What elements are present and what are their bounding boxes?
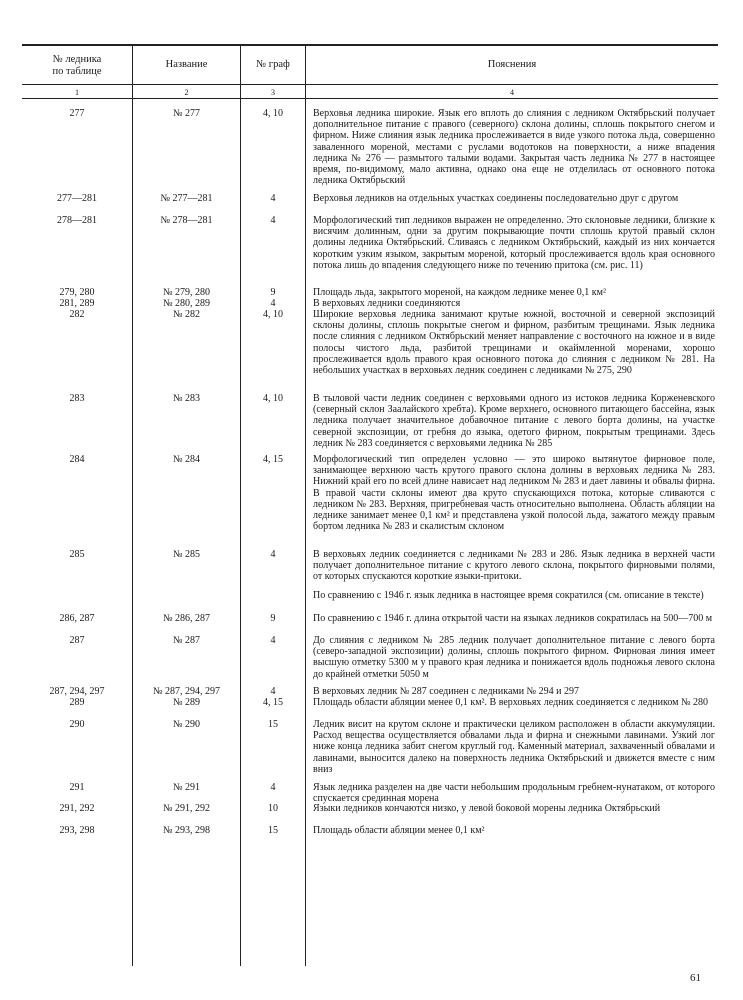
- table-row-notes: [313, 719, 715, 775]
- table-row-notes: [313, 287, 715, 298]
- table-row-number: 283: [69, 393, 85, 404]
- table-row-notes: [313, 549, 715, 601]
- notes-paragraph: Морфологический тип определен условно — это широко вытянутое фирновое поле, занимающее верхнюю часть крутого правого склона долины в верховьях ледника № 283. Нижний край его по всей длине нависает над ледником № 283 и дает лавины и обвалы фирна. В правой части склоны имеют два круто спускающихся потока, которые сливаются с ледником № 283. Верхняя, пригребневая часть относительно выполнена. Область абляции на леднике занимает менее 0,1 км² и представлена узкой полосой льда, зажатого между правым бортом ледника № 283 и скалистым склоном: [313, 454, 715, 533]
- notes-paragraph: До слияния с ледником № 285 ледник получает дополнительное питание с левого борта (северо-западной экспозиции) долины, сплошь покрытого фирном. Фирновая линия имеет высшую отметку 5300 м у правого края ледника и понижается вдоль подножья левого склона до крайней отметки 5050 м: [313, 635, 715, 680]
- notes-paragraph: Морфологический тип ледников выражен не определенно. Это склоновые ледники, близкие к висячим долинным, одни за другим покрывающие почти сплошь крутой правый склон долины ледника Октябрьский. Сливаясь с ледником Октябрьский, каждый из них кончается коротким узким языком, закрытым мореной, который прослеживается вдоль края основного потока лишь до впадения следующего ниже по течению притока (см. рис. 11): [313, 215, 715, 271]
- table-row-graph: 9: [270, 613, 276, 624]
- header-bottom-rule: [22, 84, 718, 85]
- table-row-number: 286, 287: [59, 613, 95, 624]
- table-row-number: 289: [69, 697, 85, 708]
- table-row-name: № 287, 294, 297: [152, 686, 221, 697]
- table-row-number: 281, 289: [59, 298, 95, 309]
- table-row-name: № 293, 298: [162, 825, 211, 836]
- notes-paragraph: В верховьях ледник № 287 соединен с ледниками № 294 и 297: [313, 686, 579, 697]
- notes-paragraph: В верховьях ледники соединяются: [313, 298, 461, 309]
- table-row-number: 284: [69, 454, 85, 465]
- notes-paragraph: Язык ледника разделен на две части небольшим продольным гребнем-нунатаком, от которого спускается срединная морена: [313, 782, 715, 805]
- table-row-name: № 277: [172, 108, 201, 119]
- table-row-notes: [313, 825, 715, 836]
- notes-paragraph: В тыловой части ледник соединен с верховьями одного из истоков ледника Корженевского (северный склон Заалайского хребта). Кроме верхнего, основного питающего бассейна, язык ледника получает значительное добавочное питание с левого борта долины, на участке северной экспозиции, от гребня до языка, одетого фирном, покрытым трещинами. Здесь ледник № 283 соединяется с верховьями ледника № 285: [313, 393, 715, 449]
- table-row-notes: [313, 108, 715, 186]
- table-row-graph: 4, 10: [263, 393, 283, 404]
- table-row-name: № 278—281: [160, 215, 213, 226]
- table-row-number: 277—281: [57, 193, 97, 204]
- table-row-notes: [313, 215, 715, 271]
- table-row-graph: 4: [270, 193, 276, 204]
- colnum-2: 2: [184, 88, 189, 97]
- header-col-notes: Пояснения: [487, 59, 537, 70]
- table-row-number: 287: [69, 635, 85, 646]
- table-row-graph: 4: [270, 635, 276, 646]
- table-row-graph: 10: [268, 803, 278, 814]
- notes-paragraph: В верховьях ледник соединяется с ледниками № 283 и 286. Язык ледника в верхней части получает дополнительное питание с крутого левого склона, покрытого фирновыми полями, от которых спускаются короткие языки-притоки.: [313, 549, 715, 583]
- table-row-graph: 4: [270, 215, 276, 226]
- table-top-rule: [22, 44, 718, 46]
- table-row-name: № 280, 289: [162, 298, 211, 309]
- table-row-graph: 4, 10: [263, 309, 283, 320]
- notes-paragraph: Площадь области абляции менее 0,1 км²: [313, 825, 485, 836]
- notes-paragraph: По сравнению с 1946 г. язык ледника в настоящее время сократился (см. описание в тексте): [313, 589, 704, 601]
- table-row-notes: [313, 697, 715, 708]
- table-row-name: № 287: [172, 635, 201, 646]
- table-row-name: № 291: [172, 782, 201, 793]
- table-row-name: № 284: [172, 454, 201, 465]
- table-row-name: № 285: [172, 549, 201, 560]
- table-row-notes: [313, 309, 715, 376]
- table-row-number: 279, 280: [59, 287, 95, 298]
- table-row-notes: [313, 635, 715, 680]
- table-row-name: № 289: [172, 697, 201, 708]
- notes-paragraph: По сравнению с 1946 г. длина открытой части на языках ледников сократилась на 500—700 м: [313, 613, 713, 624]
- table-row-notes: [313, 613, 715, 624]
- table-row-number: 290: [69, 719, 85, 730]
- page-number: 61: [690, 972, 701, 984]
- table-row-number: 282: [69, 309, 85, 320]
- table-row-name: № 279, 280: [162, 287, 211, 298]
- colnum-1: 1: [75, 88, 79, 97]
- table-row-notes: [313, 393, 715, 449]
- table-row-notes: [313, 782, 715, 804]
- table-row-number: 291: [69, 782, 85, 793]
- header-col-graph: № граф: [256, 59, 290, 70]
- table-row-name: № 277—281: [160, 193, 213, 204]
- table-row-number: 277: [69, 108, 85, 119]
- table-row-number: 278—281: [57, 215, 97, 226]
- table-row-graph: 4, 15: [263, 454, 283, 465]
- table-row-graph: 4, 10: [263, 108, 283, 119]
- table-row-name: № 290: [172, 719, 201, 730]
- table-row-graph: 4: [270, 686, 276, 697]
- notes-paragraph: Верховья ледника широкие. Язык его вплоть до слияния с ледником Октябрьский получает дополнительное питание с правого (северного) склона долины, сплошь покрытого снегом и фирном. Ниже слияния язык ледника прослеживается в виде узкого потока льда, совершенно заваленного мореной, местами с руслами водотоков на поверхности, а ниже впадения ледника № 276 — размытого талыми водами. Закрытая часть ледника № 277 в настоящее время, по-видимому, мало активна, однако она еще не отделилась от основного потока ледника Октябрьский: [313, 108, 715, 187]
- col-divider-3: [305, 44, 306, 966]
- notes-paragraph: Площадь области абляции менее 0,1 км². В верховьях ледник соединяется с ледником № 280: [313, 697, 709, 708]
- header-col-number: № ледника по таблице: [52, 54, 102, 77]
- table-row-notes: [313, 193, 715, 204]
- table-row-name: № 286, 287: [162, 613, 211, 624]
- colnum-bottom-rule: [22, 98, 718, 99]
- notes-paragraph: Верховья ледников на отдельных участках соединены последовательно друг с другом: [313, 193, 679, 204]
- colnum-3: 3: [271, 88, 275, 97]
- table-row-graph: 4: [270, 782, 276, 793]
- table-row-number: 293, 298: [59, 825, 95, 836]
- notes-paragraph: Ледник висит на крутом склоне и практически целиком расположен в области аккумуляции. Расход вещества осуществляется обвалами льда и фирна и снежными лавинами. Узкий лог ниже конца ледника забит снегом круглый год. Каменный материал, захваченный обвалами и лавинами, выносится далеко на поверхность ледника Октябрьский и движется вместе с ним вниз: [313, 719, 715, 775]
- table-row-graph: 15: [268, 719, 278, 730]
- header-col-name: Название: [165, 59, 208, 70]
- table-row-graph: 9: [270, 287, 276, 298]
- table-row-notes: [313, 686, 715, 697]
- table-row-number: 285: [69, 549, 85, 560]
- table-row-graph: 15: [268, 825, 278, 836]
- table-row-number: 291, 292: [59, 803, 95, 814]
- table-row-number: 287, 294, 297: [49, 686, 105, 697]
- table-row-notes: [313, 298, 715, 309]
- notes-paragraph: Широкие верховья ледника занимают крутые южной, восточной и северной экспозиций склоны долины, сплошь покрытые снегом и фирном, разбитым трещинами. Язык ледника после слияния с ледником Октябрьский меняет направление с восточного на южное и в виде полосы чистого льда, разбитой трещинами и окаймленной моренами, хорошо прослеживается вдоль правого края основного потока до слияния с ледником № 281. На небольших участках в верховьях ледник соединен с ледниками № 275, 290: [313, 309, 715, 377]
- table-row-graph: 4, 15: [263, 697, 283, 708]
- table-row-notes: [313, 803, 715, 814]
- table-row-notes: [313, 454, 715, 532]
- table-row-graph: 4: [270, 298, 276, 309]
- table-row-name: № 282: [172, 309, 201, 320]
- notes-paragraph: Площадь льда, закрытого мореной, на каждом леднике менее 0,1 км²: [313, 287, 606, 298]
- table-row-graph: 4: [270, 549, 276, 560]
- colnum-4: 4: [510, 88, 514, 97]
- table-row-name: № 283: [172, 393, 201, 404]
- table-row-name: № 291, 292: [162, 803, 211, 814]
- notes-paragraph: Языки ледников кончаются низко, у левой боковой морены ледника Октябрьский: [313, 803, 661, 814]
